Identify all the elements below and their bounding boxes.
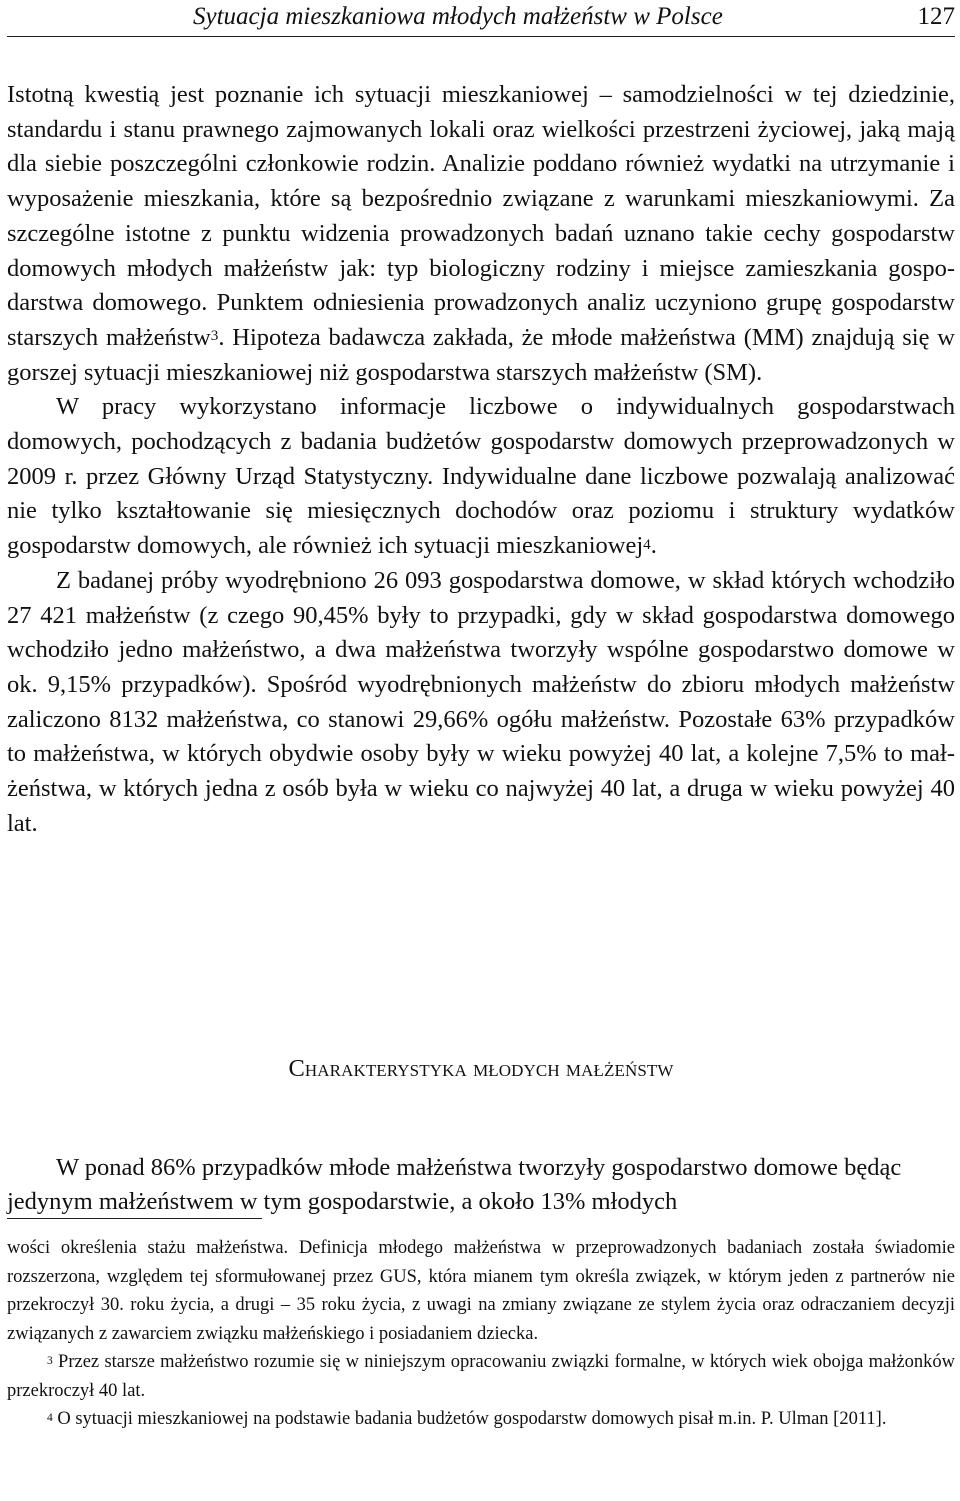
running-title: Sytuacja mieszkaniowa młodych małżeństw w Polsce [193, 3, 723, 30]
document-page [7, 0, 955, 1501]
footnote-4 [7, 1405, 955, 1434]
page-number: 127 [917, 3, 955, 30]
main-text [7, 78, 955, 841]
running-header [7, 0, 955, 37]
footnote-3-mark: 3 [47, 1354, 53, 1367]
section-heading: Charakterystyka młodych małżeństw [288, 1055, 674, 1082]
section-paragraph-1: W ponad 86% przypadków młode małżeństwa tworzyły gospodarstwo domowe będąc jedynym małżeństwem w tym gospodarstwie, a około 13% młodych [7, 1153, 902, 1216]
paragraph-1 [7, 78, 955, 390]
footnote-4-text: O sytuacji mieszkaniowej na podstawie badania budżetów gospodarstw domowych pisał m.in. P. Ulman [2011]. [52, 1409, 887, 1429]
paragraph-2-text-end: . [650, 532, 657, 560]
paragraph-2-text: W pracy wykorzystano informacje liczbowe o indywidualnych gospodarstwach domowych, pochodzących z badania budżetów gospodarstw domowych przeprowadzonych w 2009 r. przez Główny Urząd Statystyczny. Indywidualne dane liczbowe pozwalają analizować nie tylko kształtowanie się miesięcznych dochodów oraz poziomu i struktury wydatków gospodarstw domowych, ale również ich sytuacji mieszkaniowej [7, 393, 955, 560]
footnotes [7, 1234, 955, 1434]
footnote-continued: wości określenia stażu małżeństwa. Definicja młodego małżeństwa w przeprowadzonych badaniach została świadomie rozszerzona, względem tej sformułowanej przez GUS, która mianem tym określa związek, w którym jeden z partnerów nie przekroczył 30. roku życia, a drugi – 35 roku życia, z uwagi na zmiany związane ze stylem życia oraz odraczaniem decyzji związanych z zawarciem związku małżeńskiego i posiadaniem dziecka. [7, 1238, 955, 1344]
section-text [7, 1126, 955, 1245]
paragraph-1-text: Istotną kwestią jest poznanie ich sytuacji mieszkaniowej – samodzielności w tej dziedzinie, standardu i stanu prawnego zajmowanych lokali oraz wielkości przestrzeni życiowej, jaką mają dla siebie poszczególni członkowie rodzin. Analizie poddano również wydatki na utrzymanie i wyposażenie mieszkania, które są bezpośrednio związane z warunkami mieszkaniowymi. Za szczególne istotne z punktu widzenia prowadzonych badań uznano takie cechy gospodarstw domowych młodych małżeństw jak: typ biologiczny rodziny i miejsce zamieszkania gospodarstwa domowego. Punktem odniesienia prowadzonych analiz uczyniono grupę gospodarstw starszych małżeństw [7, 81, 955, 351]
footnote-3-text: Przez starsze małżeństwo rozumie się w niniejszym opracowaniu związki formalne, w których wiek obojga małżonków przekroczył 40 lat. [7, 1352, 955, 1401]
footnote-ref-3: 3 [210, 327, 219, 345]
paragraph-1-text-end: . Hipoteza badawcza zakłada, że młode małżeństwa (MM) znajdują się w gorszej sytuacji mieszkaniowej niż gospodarstwa starszych małżeństw (SM). [7, 323, 955, 386]
footnote-separator [7, 1218, 262, 1219]
footnote-3 [7, 1348, 955, 1405]
footnote-4-mark: 4 [47, 1411, 53, 1424]
paragraph-3: Z badanej próby wyodrębniono 26 093 gospodarstwa domowe, w skład których wchodziło 27 421 małżeństw (z czego 90,45% były to przypadki, gdy w skład gospodarstwa domowego wchodziło jedno małżeństwo, a dwa małżeństwa tworzyły wspólne gospodarstwo domowe w ok. 9,15% przypadków). Spośród wyodrębnionych małżeństw do zbioru młodych małżeństw zaliczono 8132 małżeństwa, co stanowi 29,66% ogółu małżeństw. Pozostałe 63% przypadków to małżeństwa, w których obydwie osoby były w wieku powyżej 40 lat, a kolejne 7,5% to małżeństwa, w których jedna z osób była w wieku co najwyżej 40 lat, a druga w wieku powyżej 40 lat. [7, 566, 955, 837]
paragraph-2 [7, 390, 955, 564]
footnote-ref-4: 4 [643, 535, 651, 553]
